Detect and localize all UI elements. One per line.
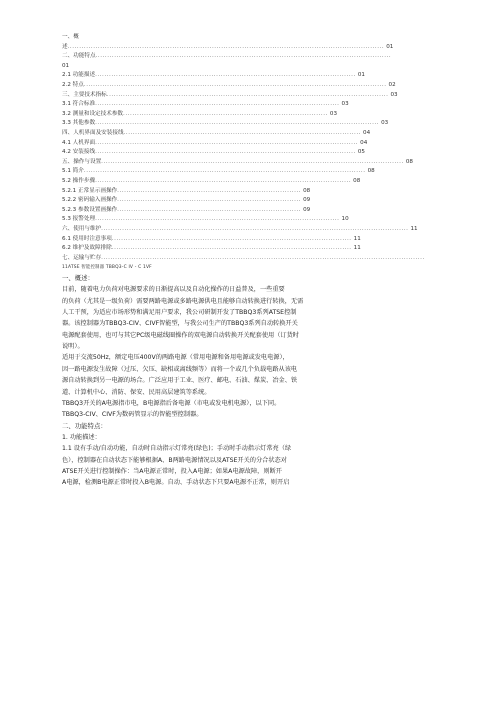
toc-entry[interactable] (62, 215, 434, 223)
toc-entry-title: 五、操作与设置 (62, 158, 102, 165)
section-heading: 二、功能特点： (62, 421, 107, 430)
document-subtitle: 11ATSE 智能控制器 TBBQ3-C IV - C 1VF (62, 265, 152, 270)
toc-entry-title: 二、功能特点 (62, 53, 96, 60)
toc-entry[interactable] (62, 110, 434, 118)
toc-leader-dots: ................................................................................................................ (95, 149, 356, 156)
body-text-line: ATSE开关进行控制操作：当A电源正常时，投入A电源；如果A电源故障，则断开 (62, 467, 282, 475)
toc-entry-title: 4.2 安装接线 (62, 149, 96, 156)
toc-leader-dots: ......................................................................................................... (95, 101, 340, 108)
toc-entry-title: 4.1 人机界面 (62, 139, 96, 146)
toc-leader-dots: ................................................................................................................. (95, 139, 359, 146)
toc-leader-dots: ................................................................................................................ (95, 72, 356, 79)
toc-entry[interactable] (62, 91, 434, 99)
body-text-line: A电源，检测B电源正常时投入B电源。自动、手动状态下只要A电源不正常，则开启 (62, 479, 290, 487)
toc-entry-title: 5.3 报警处理 (62, 216, 96, 223)
toc-leader-dots: ............................................................................................................................... (95, 53, 392, 60)
toc-entry[interactable] (62, 100, 434, 108)
toc-entry-title: 3.1 符合标准 (62, 101, 96, 108)
toc-entry-title: 5.1 简介 (62, 168, 84, 175)
body-text-line: 因一路电源发生故障（过压、欠压、缺相或离线频等）而将一个或几个负载电路从该电 (62, 365, 298, 373)
toc-leader-dots: ............................................................................... (117, 206, 302, 213)
toc-entry-title: 5.2.1 正常显示画操作 (62, 187, 118, 194)
toc-leader-dots: ......................................................................................................... (95, 216, 340, 223)
toc-page-number: 02 (388, 82, 396, 88)
body-text-line: 的负荷（尤其是一级负荷）需要两路电源或多路电源供电且能够自动转换进行转换，无需 (62, 297, 304, 305)
toc-entry-title: 六、使用与维护 (62, 226, 102, 232)
toc-page-number: 03 (390, 91, 398, 98)
toc-entry[interactable] (62, 206, 434, 214)
toc-leader-dots: ......................................................................................................................... (106, 91, 389, 98)
body-text-line: 1. 功能描述： (62, 433, 101, 441)
section-heading: 一、概述： (62, 274, 94, 282)
body-text-line: 人工干预，为适应市场形势和满足用户要求，我公司研制开发了TBBQ3系列ATSE控制 (62, 309, 297, 317)
toc-page-number: 10 (341, 216, 349, 223)
toc-leader-dots: ......................................................................................................................... (83, 168, 366, 175)
toc-entry[interactable] (62, 167, 434, 175)
toc-leader-dots: ........................................................................................................................................ (67, 43, 385, 50)
body-text-line: 色），控制器在自动状态下能够根据A、B两路电源情况以及ATSE开关的分合状态对 (62, 456, 287, 464)
body-text-line: 器。该控制器为TBBQ3-CIV、CIVF智能型，与我公司生产的TBBQ3系列自动转换开关 (62, 320, 298, 328)
toc-entry[interactable] (62, 129, 434, 137)
toc-page-number: 03 (381, 120, 389, 127)
toc-entry[interactable] (62, 254, 434, 262)
body-text-line: 1.1 设有手动/自动功能，自动时自动指示灯常亮(绿色)；手动时手动指示灯常亮（绿 (62, 445, 292, 453)
toc-page-number: 11 (353, 235, 361, 242)
toc-entry-title: 2.2 特点 (62, 82, 84, 88)
body-text-line: 道、计算机中心、消防、保安、民用高层建筑等系统。 (62, 388, 211, 396)
body-text-line: TBBQ3开关的A电源指市电，B电源指后备电源（市电或发电机电源），以下同。 (62, 399, 281, 407)
toc-page-number: 05 (357, 149, 365, 156)
toc-entry-title: 述 (62, 43, 68, 50)
toc-entry-title: 6.2 维护及故障排除 (62, 245, 112, 252)
toc-entry[interactable] (62, 81, 434, 89)
toc-page-number: 11 (410, 226, 418, 232)
toc-entry-title: 一、概 (62, 34, 79, 40)
body-text-line: 源自动转换到另一电源的场合。广泛应用于工业、医疗、邮电、石油、煤炭、冶金、铁 (62, 377, 298, 385)
body-text-line: TBBQ3-CIV、CIVF为数码管显示的智能型控制器。 (62, 411, 203, 419)
toc-page-number: 09 (303, 206, 311, 213)
toc-page-number: 11 (353, 245, 361, 252)
toc-leader-dots: ...................................................................................................... (123, 130, 362, 136)
toc-entry-title: 四、人机界面及安装接线 (62, 130, 124, 136)
toc-entry-title: 01 (62, 62, 70, 69)
toc-entry-title: 七、运输与贮存 (62, 254, 102, 261)
toc-page-number: 03 (329, 110, 338, 117)
toc-entry[interactable] (62, 62, 434, 70)
toc-entry[interactable] (62, 148, 434, 156)
toc-entry[interactable] (62, 52, 434, 60)
toc-leader-dots: ........................................................................................................................................... (101, 254, 425, 261)
toc-entry-title: 3.3 其他参数 (62, 120, 96, 127)
toc-entry[interactable] (62, 244, 434, 252)
body-text-line: 说明）。 (62, 343, 84, 351)
toc-entry[interactable] (62, 33, 434, 41)
body-text-line: 电源配套使用，也可与其它PC级电磁线圈操作的双电源自动转换开关配套使用（订货时 (62, 331, 299, 339)
toc-entry[interactable] (62, 158, 434, 166)
body-text-line: 适用于交流50Hz，额定电压400V的两路电源（常用电源和备用电源或发电电源）， (62, 354, 289, 362)
toc-page-number: 08 (303, 187, 311, 194)
body-text-line: 目前，随着电力负荷对电源要求的日渐提高以及自动化操作的日益普及，一些重要 (62, 286, 285, 294)
toc-entry-title: 2.1 功能描述 (62, 72, 96, 79)
toc-entry[interactable] (62, 187, 434, 195)
toc-page-number: 08 (405, 158, 413, 165)
toc-entry[interactable] (62, 119, 434, 127)
toc-entry-title: 三、主要技术指标 (62, 91, 107, 98)
toc-entry-title: 6.1 使用时注意事项 (62, 235, 112, 242)
toc-leader-dots: ........................................................................................ (123, 110, 328, 117)
toc-entry-title: 5.2 操作步骤 (62, 178, 96, 184)
toc-entry-title: 5.2.3 参数设置画操作 (62, 206, 118, 213)
toc-leader-dots: ............................................................................... (117, 187, 302, 194)
toc-leader-dots: ............................................................................... (117, 197, 302, 204)
toc-page-number: 08 (367, 168, 375, 175)
toc-entry-title: 5.2.2 密码输入画操作 (62, 197, 118, 204)
toc-entry[interactable] (62, 177, 434, 185)
toc-leader-dots: .......................................................................................................................... (95, 120, 380, 127)
toc-entry[interactable] (62, 235, 434, 243)
toc-leader-dots: .................................................................................................................................... (101, 226, 409, 232)
toc-page-number: 01 (357, 72, 365, 79)
toc-page-number: 09 (303, 197, 311, 204)
toc-leader-dots: .................................................................................................................................. (101, 158, 404, 165)
toc-page-number: 01 (386, 43, 394, 50)
toc-page-number: 03 (341, 101, 349, 108)
toc-page-number: 08 (353, 178, 361, 184)
toc-entry-title: 3.2 测量和设定技术参数 (62, 110, 124, 117)
toc-leader-dots: .............................................................................................................. (95, 178, 352, 184)
toc-entry[interactable] (62, 139, 434, 147)
toc-entry[interactable] (62, 196, 434, 204)
toc-leader-dots: ....................................................................................................... (111, 235, 352, 242)
toc-entry[interactable] (62, 43, 434, 51)
toc-page-number: 04 (363, 130, 371, 136)
toc-entry[interactable] (62, 71, 434, 79)
toc-page-number: 04 (360, 139, 368, 146)
toc-entry[interactable] (62, 225, 434, 233)
toc-leader-dots: .................................................................................................................................. (83, 82, 387, 88)
toc-leader-dots: ....................................................................................................... (111, 245, 352, 252)
